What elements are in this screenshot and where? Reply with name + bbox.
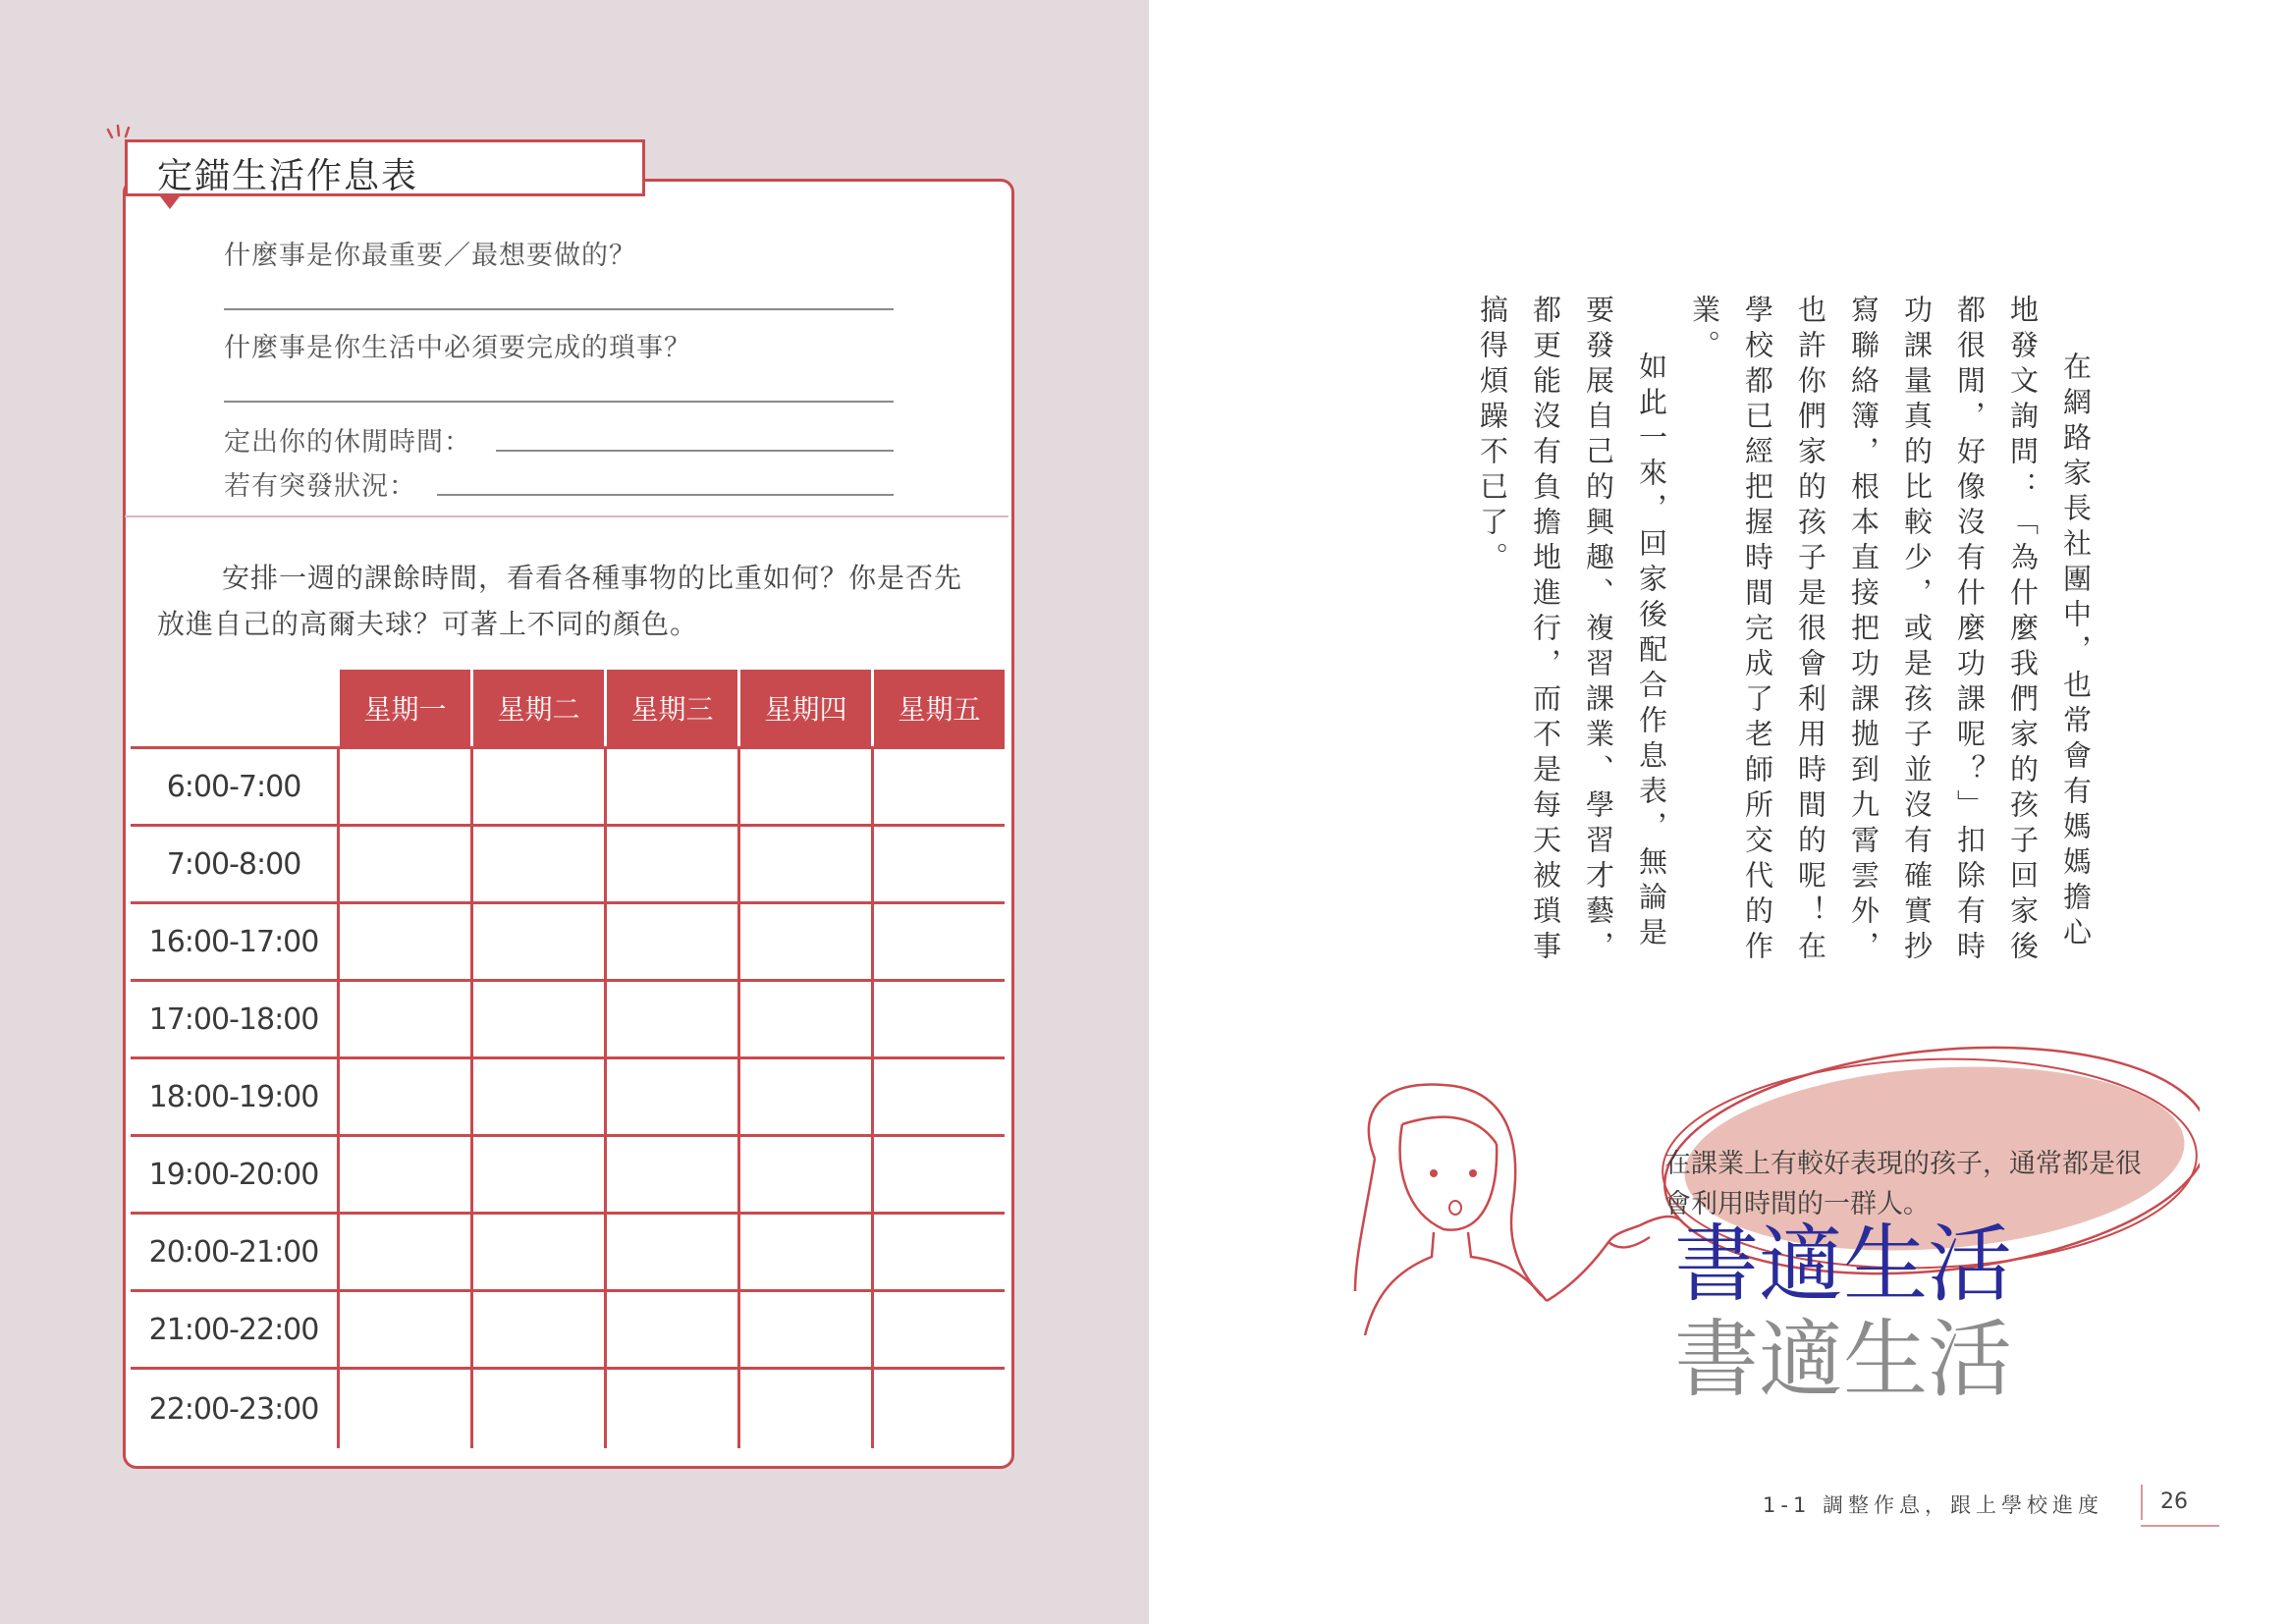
schedule-cell[interactable] bbox=[739, 981, 873, 1058]
footer-separator bbox=[2141, 1485, 2143, 1520]
schedule-cell[interactable] bbox=[339, 1058, 472, 1136]
schedule-cell[interactable] bbox=[873, 1058, 1006, 1136]
schedule-cell[interactable] bbox=[339, 748, 472, 826]
schedule-cell[interactable] bbox=[472, 981, 606, 1058]
day-header: 星期四 bbox=[739, 670, 873, 748]
schedule-cell[interactable] bbox=[472, 1214, 606, 1291]
time-slot-label: 16:00-17:00 bbox=[131, 903, 339, 981]
schedule-cell[interactable] bbox=[739, 903, 873, 981]
time-slot-label: 7:00-8:00 bbox=[131, 826, 339, 903]
schedule-cell[interactable] bbox=[739, 1058, 873, 1136]
time-slot-label: 20:00-21:00 bbox=[131, 1214, 339, 1291]
schedule-cell[interactable] bbox=[873, 903, 1006, 981]
day-header: 星期一 bbox=[339, 670, 472, 748]
table-row bbox=[131, 1058, 1005, 1136]
schedule-cell[interactable] bbox=[873, 1291, 1006, 1369]
article-paragraph: 如此一來，回家後配合作息表，無論是要發展自己的興趣、複習課業、學習才藝，都更能沒有負擔地進行，而不是每天被瑣事搞得煩躁不已了。 bbox=[1476, 295, 1668, 966]
schedule-cell[interactable] bbox=[739, 1214, 873, 1291]
schedule-cell[interactable] bbox=[606, 903, 739, 981]
schedule-cell[interactable] bbox=[606, 1291, 739, 1369]
schedule-cell[interactable] bbox=[472, 903, 606, 981]
table-row bbox=[131, 1136, 1005, 1214]
answer-line-leisure[interactable] bbox=[496, 450, 894, 452]
question-chores: 什麼事是你生活中必須要完成的瑣事？ bbox=[224, 333, 691, 363]
watermark-gray: 書適生活 bbox=[1674, 1311, 2012, 1409]
page-number: 26 bbox=[2160, 1489, 2188, 1514]
watermark-blue: 書適生活 bbox=[1674, 1216, 2012, 1314]
schedule-cell[interactable] bbox=[339, 903, 472, 981]
schedule-cell[interactable] bbox=[739, 826, 873, 903]
schedule-cell[interactable] bbox=[739, 748, 873, 826]
schedule-cell[interactable] bbox=[472, 826, 606, 903]
schedule-cell[interactable] bbox=[472, 1058, 606, 1136]
time-slot-label: 17:00-18:00 bbox=[131, 981, 339, 1058]
table-row bbox=[131, 1214, 1005, 1291]
schedule-cell[interactable] bbox=[606, 1214, 739, 1291]
schedule-cell[interactable] bbox=[739, 1369, 873, 1449]
schedule-cell[interactable] bbox=[739, 1136, 873, 1214]
time-slot-label: 22:00-23:00 bbox=[148, 1391, 319, 1427]
table-row bbox=[131, 903, 1005, 981]
day-header: 星期二 bbox=[472, 670, 606, 748]
footer-rule bbox=[2141, 1525, 2219, 1527]
time-slot-label: 6:00-7:00 bbox=[131, 748, 339, 826]
schedule-cell[interactable] bbox=[339, 1136, 472, 1214]
schedule-cell[interactable] bbox=[472, 1369, 606, 1449]
question-emergency: 若有突發狀況： bbox=[224, 471, 416, 502]
schedule-cell[interactable] bbox=[606, 1058, 739, 1136]
schedule-cell[interactable] bbox=[873, 826, 1006, 903]
time-slot-label: 18:00-19:00 bbox=[131, 1058, 339, 1136]
table-row bbox=[131, 1291, 1005, 1369]
answer-line-2[interactable] bbox=[224, 401, 894, 403]
schedule-cell[interactable] bbox=[873, 748, 1006, 826]
table-row bbox=[131, 1369, 1005, 1449]
schedule-cell[interactable] bbox=[873, 1136, 1006, 1214]
schedule-cell[interactable] bbox=[873, 1214, 1006, 1291]
title-tab-pointer bbox=[160, 196, 180, 209]
schedule-cell[interactable] bbox=[739, 1291, 873, 1369]
schedule-instructions: 安排一週的課餘時間，看看各種事物的比重如何？你是否先放進自己的高爾夫球？可著上不同的顏色。 bbox=[157, 562, 963, 640]
worksheet-title: 定錨生活作息表 bbox=[125, 139, 645, 196]
pull-quote: 在課業上有較好表現的孩子，通常都是很會利用時間的一群人。 bbox=[1664, 1149, 2142, 1219]
header-corner bbox=[131, 670, 339, 748]
time-slot-label: 19:00-20:00 bbox=[131, 1136, 339, 1214]
answer-line-emergency[interactable] bbox=[437, 494, 894, 496]
schedule-cell[interactable] bbox=[472, 1136, 606, 1214]
question-most-important: 什麼事是你最重要／最想要做的？ bbox=[224, 241, 636, 271]
schedule-cell[interactable] bbox=[606, 1369, 739, 1449]
schedule-header-row bbox=[131, 670, 1005, 748]
table-row bbox=[131, 826, 1005, 903]
schedule-cell[interactable] bbox=[472, 1291, 606, 1369]
chapter-running-title: 1-1 調整作息，跟上學校進度 bbox=[1763, 1493, 2103, 1517]
question-leisure: 定出你的休閒時間： bbox=[224, 427, 471, 458]
table-row bbox=[131, 748, 1005, 826]
schedule-cell[interactable] bbox=[339, 981, 472, 1058]
schedule-cell[interactable] bbox=[339, 1369, 472, 1449]
schedule-cell[interactable] bbox=[339, 1214, 472, 1291]
schedule-cell[interactable] bbox=[606, 981, 739, 1058]
schedule-cell[interactable] bbox=[873, 1369, 1006, 1449]
schedule-cell[interactable] bbox=[606, 748, 739, 826]
time-slot-label: 21:00-22:00 bbox=[131, 1291, 339, 1369]
schedule-cell[interactable] bbox=[606, 826, 739, 903]
schedule-cell[interactable] bbox=[873, 981, 1006, 1058]
day-header: 星期五 bbox=[873, 670, 1006, 748]
answer-line-1[interactable] bbox=[224, 308, 894, 310]
schedule-cell[interactable] bbox=[339, 826, 472, 903]
schedule-cell[interactable] bbox=[472, 748, 606, 826]
schedule-cell[interactable] bbox=[606, 1136, 739, 1214]
article-paragraph: 在網路家長社團中，也常會有媽媽擔心地發文詢問：「為什麼我們家的孩子回家後都很閒，好像沒有什麼功課呢？」扣除有時功課量真的比較少，或是孩子並沒有確實抄寫聯絡簿，根本直接把功課拋到九霄雲外，也許你們家的孩子是很會利用時間的呢！在學校都已經把握時間完成了老師所交代的作業。 bbox=[1688, 295, 2093, 966]
table-row bbox=[131, 981, 1005, 1058]
section-divider bbox=[125, 515, 1008, 517]
schedule-cell[interactable] bbox=[339, 1291, 472, 1369]
quote-mark: “ bbox=[1585, 1141, 1636, 1245]
weekly-schedule-table bbox=[131, 670, 1005, 1448]
article-body bbox=[1466, 295, 2102, 982]
day-header: 星期三 bbox=[606, 670, 739, 748]
